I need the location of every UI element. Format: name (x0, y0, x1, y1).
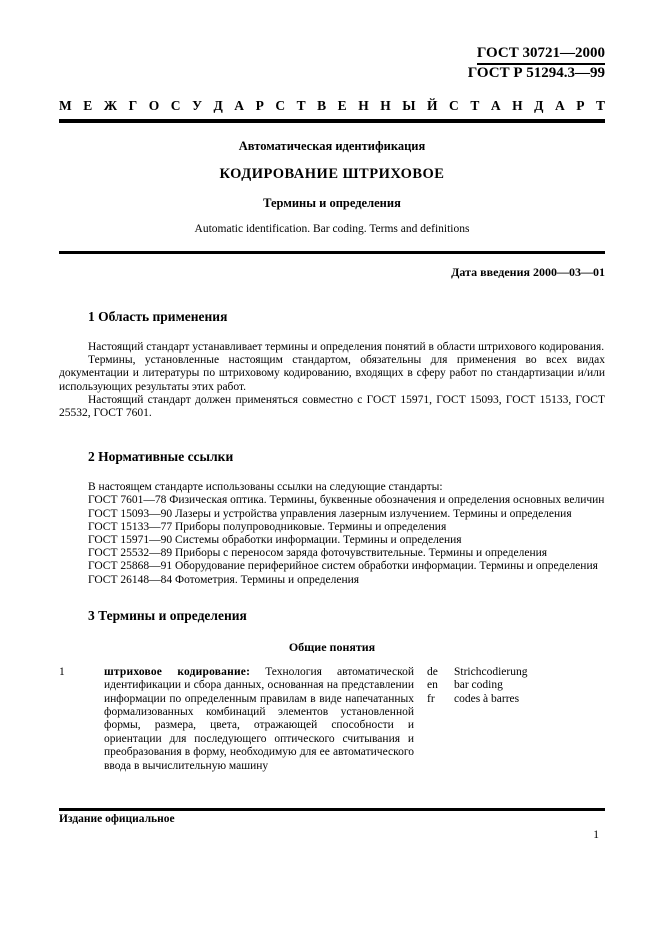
doc-number-primary (59, 45, 605, 65)
term-name: штриховое кодирование: (104, 665, 251, 678)
term-entry (59, 666, 605, 773)
footer-rule (59, 808, 605, 811)
translation-lang: en (427, 679, 438, 692)
page-content (59, 0, 605, 773)
official-edition-note: Издание официальное (59, 813, 175, 825)
section-3-heading: 3 Термины и определения (88, 607, 247, 623)
paragraph: Настоящий стандарт должен применяться совместно с ГОСТ 15971, ГОСТ 15093, ГОСТ 15133, ГОСТ 25532, ГОСТ 7601. (59, 393, 605, 420)
term-translations (427, 666, 605, 773)
translation-text: codes à barres (454, 692, 520, 705)
section-1-body (59, 341, 605, 420)
translation-text: bar coding (454, 679, 503, 692)
term-number: 1 (59, 665, 65, 678)
header-rule (59, 119, 605, 123)
doc-subtitle: Термины и определения (263, 196, 401, 210)
paragraph: Термины, установленные настоящим стандартом, обязательны для применения во всех видах документации и литературы по штриховому кодированию, входящих в сферу работ по стандартизации и/или использующих результаты этих работ. (59, 354, 605, 393)
reference-item: ГОСТ 15133—77 Приборы полупроводниковые. Термины и определения (88, 520, 447, 533)
doc-subject: Автоматическая идентификация (238, 139, 426, 153)
section-1-heading: 1 Область применения (88, 309, 228, 324)
translation-lang: de (427, 665, 438, 678)
paragraph: Настоящий стандарт устанавливает термины и определения понятий в области штрихового кодирования. (88, 341, 605, 353)
title-rule (59, 251, 605, 254)
reference-item: ГОСТ 7601—78 Физическая оптика. Термины, буквенные обозначения и определения основных величин (88, 494, 605, 507)
doc-number-primary-text: ГОСТ 30721—2000 (477, 45, 605, 65)
reference-item: ГОСТ 15093—90 Лазеры и устройства управления лазерным излучением. Термины и определения (88, 507, 572, 520)
translation-row (427, 679, 605, 692)
terms-group-heading: Общие понятия (288, 639, 376, 654)
reference-item: ГОСТ 25532—89 Приборы с переносом заряда фоточувствительные. Термины и определения (88, 547, 548, 560)
term-definition (104, 666, 414, 773)
section-2-heading: 2 Нормативные ссылки (88, 449, 234, 465)
reference-item: ГОСТ 25868—91 Оборудование периферийное систем обработки информации. Термины и определения (88, 560, 598, 573)
references-intro: В настоящем стандарте использованы ссылки на следующие стандарты: (88, 481, 443, 494)
doc-numbers (59, 0, 605, 82)
translation-row (427, 693, 605, 706)
effective-date: Дата введения 2000—03—01 (451, 265, 605, 279)
section-2-body (59, 481, 605, 587)
title-block (59, 139, 605, 235)
page-number: 1 (593, 829, 599, 841)
reference-item: ГОСТ 15971—90 Системы обработки информации. Термины и определения (88, 534, 462, 547)
translation-row (427, 666, 605, 679)
term-definition-text: Технология автоматической идентификации и сбора данных, основанная на представлении информации по определенным правилам в виде напечатанных формализованных комбинаций элементов установленной формы, размера, цвета, отражающей способности и ориентации для последующего оптического считывания и преобразования в форму, необходимую для ее автоматического ввода в вычислительную машину (104, 665, 415, 772)
reference-item: ГОСТ 26148—84 Фотометрия. Термины и определения (88, 573, 360, 586)
doc-title-english: Automatic identification. Bar coding. Terms and definitions (194, 223, 470, 235)
translation-text: Strichcodierung (454, 665, 528, 678)
standard-type-banner: М Е Ж Г О С У Д А Р С Т В Е Н Н Ы Й С Т А Н Д А Р Т (59, 98, 605, 113)
doc-number-secondary: ГОСТ Р 51294.3—99 (467, 65, 605, 81)
doc-title: КОДИРОВАНИЕ ШТРИХОВОЕ (219, 166, 445, 182)
translation-lang: fr (427, 692, 435, 705)
